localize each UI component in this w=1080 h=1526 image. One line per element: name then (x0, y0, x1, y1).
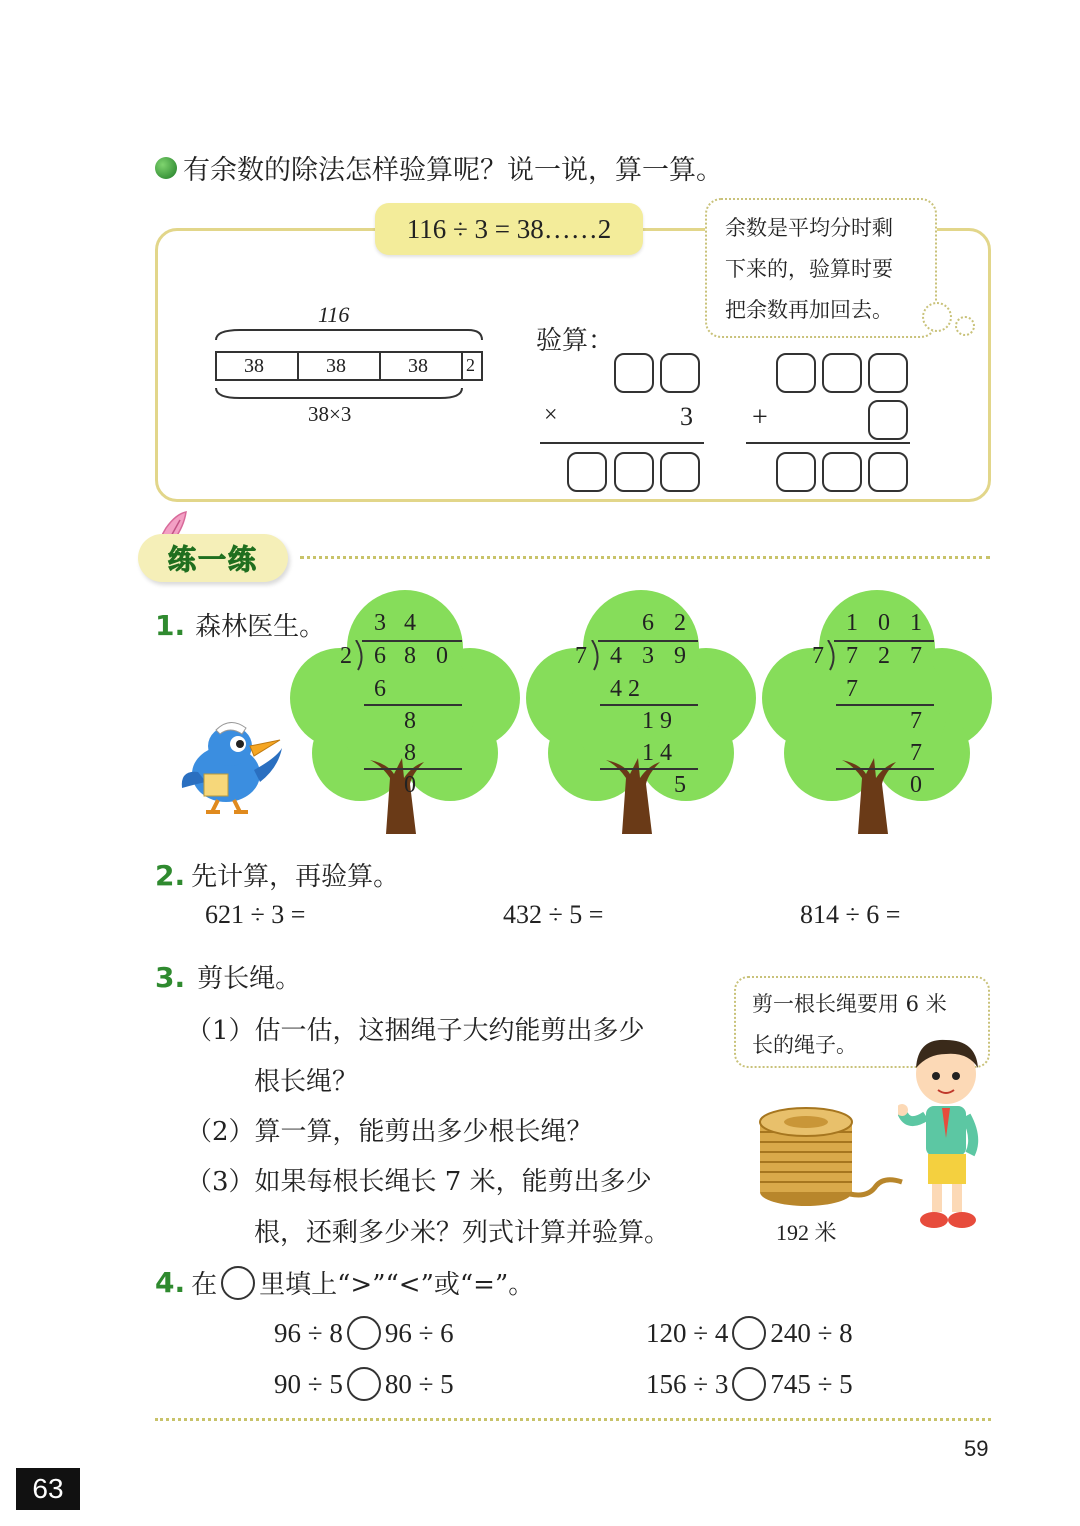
compare-circle[interactable] (347, 1367, 381, 1401)
answer-box[interactable] (822, 353, 862, 393)
q4-row-1-right: 120 ÷ 4 240 ÷ 8 (646, 1316, 853, 1350)
q4-row-2-left: 90 ÷ 5 80 ÷ 5 (274, 1367, 454, 1401)
tree1-dividend-3: 0 (436, 643, 448, 669)
tree2-step2: 1 9 (642, 708, 672, 734)
q4-row-1-left: 96 ÷ 8 96 ÷ 6 (274, 1316, 454, 1350)
compare-circle[interactable] (347, 1316, 381, 1350)
tree2-bracket (590, 640, 602, 672)
q2-item-1: 621 ÷ 3 = (205, 900, 306, 929)
tree3-dividend-2: 2 (878, 643, 890, 669)
answer-box[interactable] (567, 452, 607, 492)
answer-box[interactable] (776, 353, 816, 393)
q3-part1-line1: （1）估一估，这捆绳子大约能剪出多少 (186, 1016, 645, 1046)
q3-part2: （2）算一算，能剪出多少根长绳？ (186, 1117, 593, 1147)
tree3-dividend-1: 7 (846, 643, 858, 669)
compare-circle[interactable] (732, 1367, 766, 1401)
bar-total-label: 116 (318, 302, 350, 327)
tree-2 (526, 588, 756, 838)
answer-box[interactable] (822, 452, 862, 492)
bar-part-4: 2 (466, 355, 475, 375)
tree2-dividend-2: 3 (642, 643, 654, 669)
bubble-tail-small (955, 316, 975, 336)
bird-doctor-icon (176, 712, 288, 816)
answer-box[interactable] (614, 353, 654, 393)
q3-part3-line1: （3）如果每根长绳长 7 米，能剪出多少 (186, 1167, 652, 1197)
answer-box[interactable] (868, 353, 908, 393)
tree3-quotient-2: 0 (878, 610, 890, 636)
tree1-step2: 8 (404, 708, 416, 734)
addition-line (746, 442, 910, 444)
tree-3 (762, 588, 992, 838)
multiply-line (540, 442, 704, 444)
tree2-bracket-top (598, 640, 698, 642)
tree1-dividend-2: 8 (404, 643, 416, 669)
tree2-line2 (600, 768, 698, 770)
bar-part-3: 38 (408, 355, 428, 377)
bubble-tail-large (922, 302, 952, 332)
tree1-dividend-1: 6 (374, 643, 386, 669)
tree2-line1 (600, 704, 698, 706)
multiply-digit: 3 (680, 402, 693, 431)
check-label: 验算： (536, 326, 615, 356)
tree3-bracket-top (834, 640, 934, 642)
bar-part-1: 38 (244, 355, 264, 377)
q4-heading: 4. 在 里填上“>”“<”或“=”。 (155, 1266, 535, 1300)
tree1-line1 (364, 704, 462, 706)
q2-item-2: 432 ÷ 5 = (503, 900, 604, 929)
tree3-dividend-3: 7 (910, 643, 922, 669)
answer-box[interactable] (660, 353, 700, 393)
tree1-quotient-1: 3 (374, 610, 386, 636)
green-dot-icon (155, 157, 177, 179)
corner-page-badge: 63 (16, 1468, 80, 1510)
q1-heading: 1. 森林医生。 (155, 609, 326, 642)
tree2-step3: 1 4 (642, 740, 672, 766)
multiply-sign: × (544, 402, 558, 428)
q3-part3-line2: 根，还剩多少米？列式计算并验算。 (254, 1218, 671, 1248)
rope-coil-icon (758, 1106, 908, 1210)
rope-tip-bubble: 剪一根长绳要用 6 米 长的绳子。 (734, 976, 990, 1068)
tree2-step4: 5 (674, 772, 686, 798)
tree3-bracket (826, 640, 838, 672)
tree1-quotient-2: 4 (404, 610, 416, 636)
plus-sign: + (752, 402, 768, 433)
tree3-step4: 0 (910, 772, 922, 798)
q3-part1-line2: 根长绳？ (254, 1067, 359, 1097)
tree1-divisor: 2 (340, 643, 352, 669)
tree3-quotient-3: 1 (910, 610, 922, 636)
tree2-divisor: 7 (575, 643, 587, 669)
tree3-step1: 7 (846, 676, 858, 702)
tree2-dividend-3: 9 (674, 643, 686, 669)
tree3-quotient-1: 1 (846, 610, 858, 636)
bar-part-2: 38 (326, 355, 346, 377)
tree1-step3: 8 (404, 740, 416, 766)
answer-box[interactable] (868, 400, 908, 440)
practice-divider (300, 556, 990, 559)
tree1-bracket-top (362, 640, 462, 642)
tree3-step2: 7 (910, 708, 922, 734)
tree3-line1 (836, 704, 934, 706)
page-number: 59 (964, 1436, 989, 1461)
tree1-step1: 6 (374, 676, 386, 702)
compare-circle[interactable] (732, 1316, 766, 1350)
footer-divider (155, 1418, 991, 1421)
answer-box[interactable] (776, 452, 816, 492)
tree1-line2 (364, 768, 462, 770)
tip-bubble: 余数是平均分时剩 下来的，验算时要 把余数再加回去。 (705, 198, 937, 338)
bar-bottom-label: 38×3 (308, 402, 352, 426)
tree2-quotient-1: 6 (642, 610, 654, 636)
tree3-divisor: 7 (812, 643, 824, 669)
practice-title: 练一练 (167, 543, 258, 576)
rope-length-label: 192 米 (776, 1220, 837, 1245)
answer-box[interactable] (868, 452, 908, 492)
q2-item-3: 814 ÷ 6 = (800, 900, 901, 929)
compare-circle-sample (221, 1266, 255, 1300)
tree2-dividend-1: 4 (610, 643, 622, 669)
practice-title-badge (138, 534, 288, 582)
intro-question: 有余数的除法怎样验算呢？说一说，算一算。 (155, 148, 723, 187)
q4-row-2-right: 156 ÷ 3 745 ÷ 5 (646, 1367, 853, 1401)
answer-box[interactable] (660, 452, 700, 492)
tree1-step4: 0 (404, 772, 416, 798)
answer-box[interactable] (614, 452, 654, 492)
tree2-quotient-2: 2 (674, 610, 686, 636)
tree3-step3: 7 (910, 740, 922, 766)
equation-pill: 116 ÷ 3 = 38……2 (375, 203, 643, 255)
q2-heading: 2. 先计算，再验算。 (155, 859, 400, 892)
boy-character-icon (898, 1028, 988, 1234)
tree2-step1: 4 2 (610, 676, 640, 702)
tree1-bracket (354, 640, 366, 672)
tree3-line2 (836, 768, 934, 770)
q3-heading: 3. 剪长绳。 (155, 961, 302, 994)
